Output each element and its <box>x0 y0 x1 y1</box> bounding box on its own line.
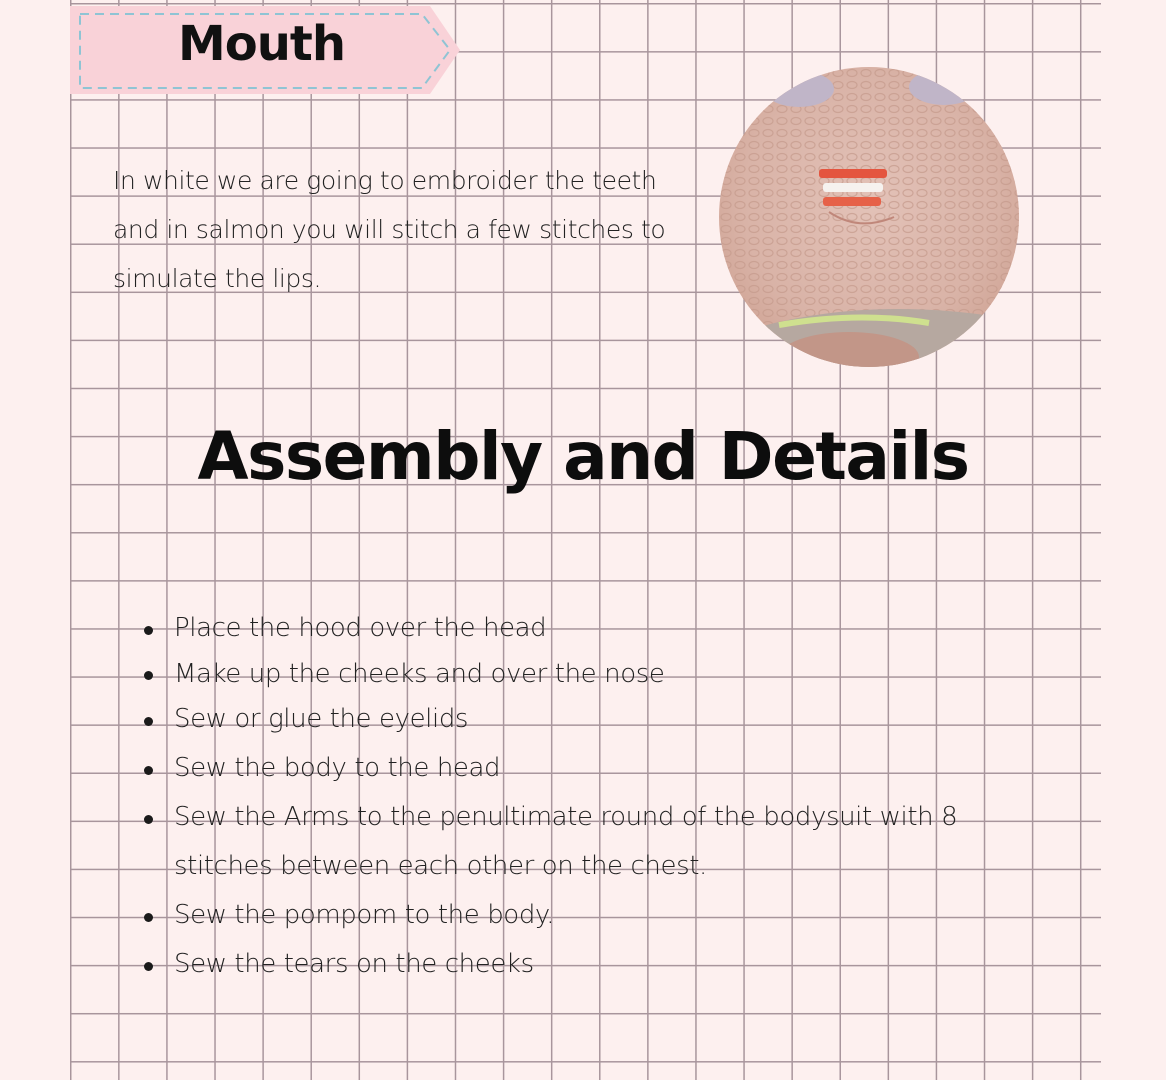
section-tag <box>70 2 462 98</box>
assembly-steps-list <box>140 604 1040 989</box>
crochet-mouth-photo-icon <box>719 67 1019 367</box>
list-item: Make up the cheeks and over the nose <box>140 653 1040 695</box>
list-item: Sew the pompom to the body. <box>140 891 1040 940</box>
list-item: Sew the body to the head <box>140 744 1040 793</box>
assembly-title: Assembly and Details <box>197 418 969 495</box>
list-item: Sew the tears on the cheeks <box>140 940 1040 989</box>
left-margin <box>0 0 70 1080</box>
tag-title: Mouth <box>178 16 346 72</box>
list-item: Sew the Arms to the penultimate round of the bodysuit with 8 stitches between each other on the chest. <box>140 793 1040 891</box>
list-item: Place the hood over the head <box>140 604 1040 653</box>
right-margin <box>1101 0 1166 1080</box>
intro-paragraph: In white we are going to embroider the teeth and in salmon you will stitch a few stitches to simulate the lips. <box>113 166 666 293</box>
list-item: Sew or glue the eyelids <box>140 695 1040 744</box>
